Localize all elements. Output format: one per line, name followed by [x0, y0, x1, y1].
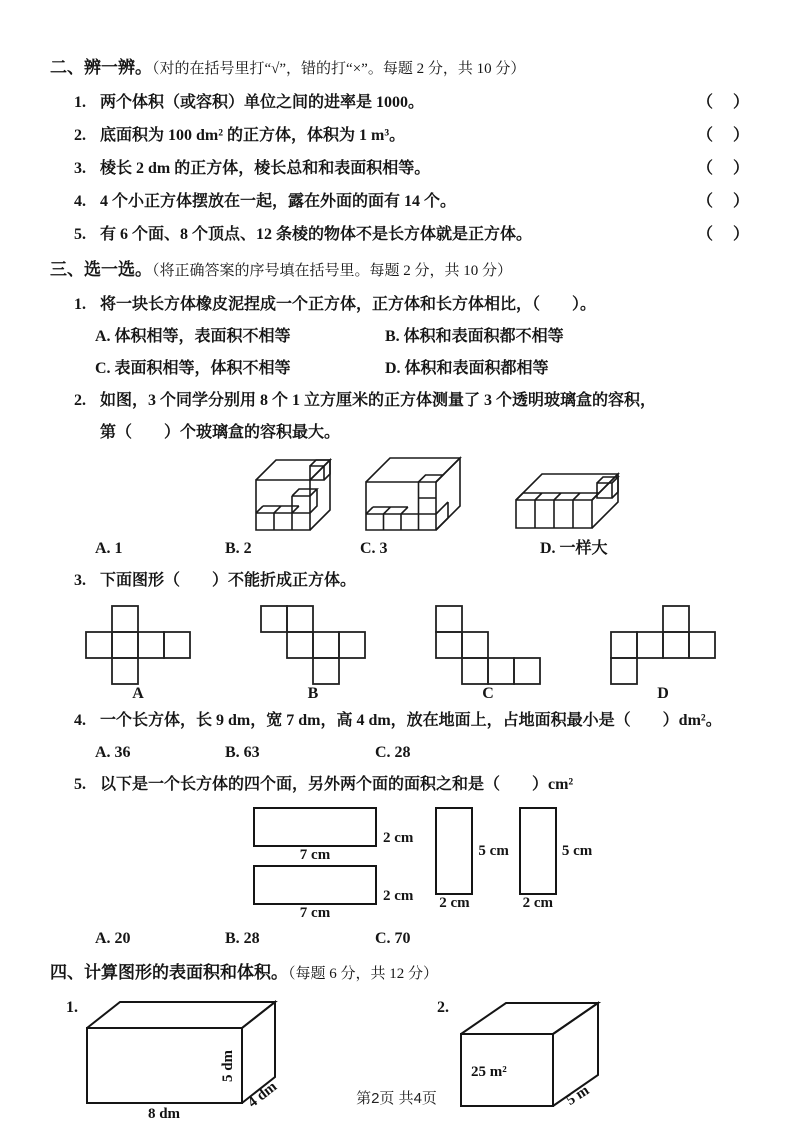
option-d: D. 体积和表面积都相等	[385, 360, 549, 377]
option-b: B. 体积和表面积都不相等	[385, 328, 564, 345]
choice-q4-options	[50, 743, 751, 763]
choice-q4	[50, 711, 751, 731]
option-b: B. 63	[225, 744, 260, 761]
question-number: 3.	[74, 572, 86, 589]
section-choice-instruction: （将正确答案的序号填在括号里。每题 2 分，共 10 分）	[152, 263, 513, 279]
item-number: 1.	[74, 94, 86, 111]
net-label-c: C	[482, 685, 494, 702]
question-text: 以下是一个长方体的四个面，另外两个面的面积之和是（ ）cm²	[100, 776, 574, 793]
glass-box-figure-3	[513, 467, 631, 533]
item-number: 2.	[74, 127, 86, 144]
dim-label: 2 cm	[383, 830, 414, 846]
question-text: 一个长方体，长 9 dm，宽 7 dm，高 4 dm，放在地面上，占地面积最小是（ ）dm²。	[100, 712, 722, 729]
glass-box-figure-1	[253, 457, 335, 533]
choice-q1-options-row2	[50, 359, 751, 379]
page-footer: 第2页 共4页	[356, 1090, 437, 1107]
question-number: 2.	[74, 392, 86, 409]
option-a: A. 体积相等，表面积不相等	[95, 328, 291, 345]
net-figure-c	[435, 605, 541, 703]
net-b-drawing	[260, 605, 366, 685]
item-text: 棱长 2 dm 的正方体，棱长总和和表面积相等。	[100, 160, 431, 177]
net-label-a: A	[132, 685, 144, 702]
face-rectangle-figures	[253, 807, 751, 923]
dim-label: 7 cm	[299, 905, 331, 921]
dim-label: 5 cm	[478, 842, 509, 859]
net-figure-d	[610, 605, 716, 703]
section-calc-instruction: （每题 6 分，共 12 分）	[288, 966, 439, 982]
choice-q5	[50, 775, 751, 795]
item-text: 有 6 个面、8 个顶点、12 条棱的物体不是长方体就是正方体。	[100, 226, 533, 243]
option-c: C. 28	[375, 744, 411, 761]
tf-item-3	[50, 159, 751, 179]
section-judge-instruction: （对的在括号里打“√”，错的打“×”。每题 2 分，共 10 分）	[152, 61, 526, 77]
question-number: 1.	[74, 296, 86, 313]
option-a: A. 1	[95, 540, 123, 557]
net-figure-a	[85, 605, 191, 703]
figure-number: 2.	[437, 999, 449, 1016]
item-number: 5.	[74, 226, 86, 243]
option-d: D. 一样大	[540, 540, 608, 557]
section-calc-header	[50, 961, 751, 986]
net-d-drawing	[610, 605, 716, 685]
choice-q3	[50, 571, 751, 591]
tf-item-5	[50, 225, 751, 245]
face-2x5-right	[519, 807, 592, 912]
item-number: 4.	[74, 193, 86, 210]
glass-box-figures	[253, 453, 751, 533]
choice-q1	[50, 295, 751, 315]
question-number: 5.	[74, 776, 86, 793]
face-2x5-left	[435, 807, 508, 912]
height-label: 5 dm	[220, 1049, 236, 1083]
horizontal-faces	[253, 807, 413, 923]
option-c: C. 表面积相等，体积不相等	[95, 360, 291, 377]
answer-bracket: （ ）	[696, 94, 751, 111]
tf-item-1	[50, 93, 751, 113]
answer-bracket: （ ）	[696, 160, 751, 177]
section-judge-header	[50, 56, 751, 81]
option-a: A. 36	[95, 744, 131, 761]
item-text: 4 个小正方体摆放在一起，露在外面的面有 14 个。	[100, 193, 457, 210]
face-7x2-top	[253, 807, 413, 864]
option-a: A. 20	[95, 930, 131, 947]
dim-label: 5 cm	[561, 842, 593, 859]
option-c: C. 3	[360, 540, 388, 557]
option-b: B. 2	[225, 540, 252, 557]
dim-label: 2 cm	[439, 895, 470, 911]
net-a-drawing	[85, 605, 191, 685]
depth-label: 4 dm	[244, 1078, 281, 1112]
dim-label: 7 cm	[299, 847, 331, 863]
option-c: C. 70	[375, 930, 411, 947]
answer-bracket: （ ）	[696, 127, 751, 144]
glass-box-figure-2	[363, 455, 467, 533]
question-text-line1: 如图，3 个同学分别用 8 个 1 立方厘米的正方体测量了 3 个透明玻璃盒的容积，	[100, 392, 657, 409]
face-7x2-bottom	[253, 865, 413, 922]
choice-q2-options	[50, 539, 751, 559]
answer-bracket: （ ）	[696, 193, 751, 210]
item-number: 3.	[74, 160, 86, 177]
face-rect	[519, 807, 557, 895]
figure-number: 1.	[66, 999, 78, 1016]
choice-q5-options	[50, 929, 751, 949]
cube-net-figures	[50, 603, 751, 703]
face-rect	[253, 865, 377, 905]
net-c-drawing	[435, 605, 541, 685]
question-text-line2: 第（ ）个玻璃盒的容积最大。	[100, 424, 341, 441]
question-number: 4.	[74, 712, 86, 729]
net-label-d: D	[657, 685, 669, 702]
tf-item-2	[50, 126, 751, 146]
face-rect	[253, 807, 377, 847]
section-judge-title: 二、辨一辨。	[50, 58, 152, 77]
answer-bracket: （ ）	[696, 226, 751, 243]
option-b: B. 28	[225, 930, 260, 947]
face-rect	[435, 807, 473, 895]
depth-label: 5 m	[563, 1082, 593, 1109]
face-area-label: 25 m²	[471, 1064, 507, 1080]
section-choice-title: 三、选一选。	[50, 260, 152, 279]
dim-label: 2 cm	[383, 888, 414, 904]
section-calc-title: 四、计算图形的表面积和体积。	[50, 963, 288, 982]
item-text: 两个体积（或容积）单位之间的进率是 1000。	[100, 94, 425, 111]
choice-q2	[50, 391, 751, 411]
dim-label: 2 cm	[522, 895, 554, 911]
question-text: 下面图形（ ）不能折成正方体。	[100, 572, 357, 589]
net-figure-b	[260, 605, 366, 703]
length-label: 8 dm	[147, 1106, 181, 1120]
question-text: 将一块长方体橡皮泥捏成一个正方体，正方体和长方体相比，（ ）。	[100, 296, 597, 313]
tf-item-4	[50, 192, 751, 212]
section-choice-header	[50, 258, 751, 283]
choice-q1-options-row1	[50, 327, 751, 347]
net-label-b: B	[307, 685, 319, 702]
item-text: 底面积为 100 dm² 的正方体，体积为 1 m³。	[100, 127, 406, 144]
